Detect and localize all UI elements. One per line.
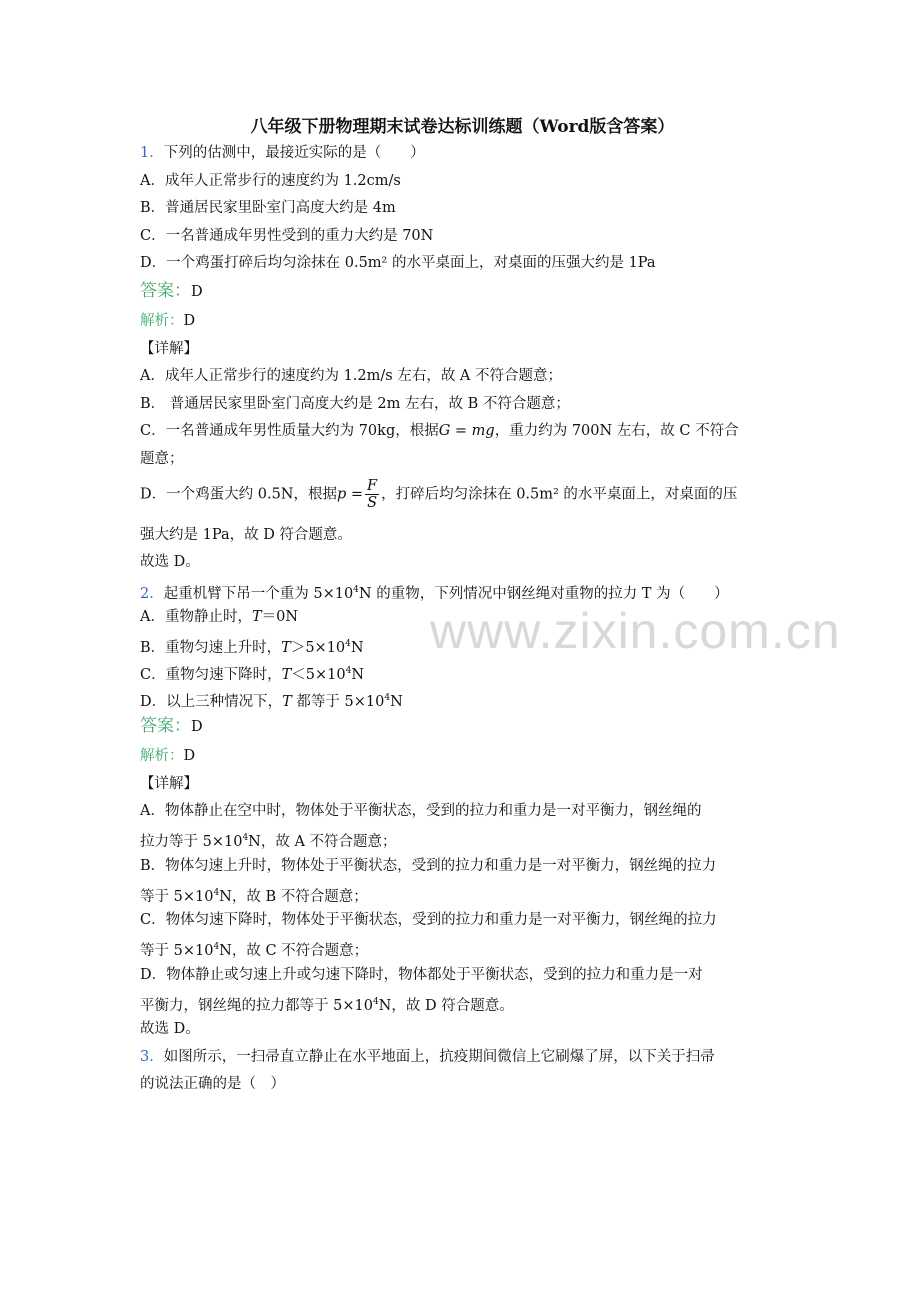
question-1-detail-c-line2: 题意； [140,451,184,467]
page-title: 八年级下册物理期末试卷达标训练题（Word版含答案） [250,117,675,137]
question-1-option-c: C．一名普通成年男性受到的重力大约是 70N [140,228,434,244]
question-number: 2． [140,586,164,602]
question-1-detail-d-line2: 强大约是 1Pa，故 D 符合题意。 [140,527,352,543]
question-2-detail-c-line1: C．物体匀速下降时，物体处于平衡状态，受到的拉力和重力是一对平衡力，钢丝绳的拉力 [140,912,717,928]
question-2-conclusion: 故选 D。 [140,1021,200,1037]
question-2-option-c: C．重物匀速下降时，$T<5\times 10^4N$ [140,666,365,683]
answer-label: 答案： [140,281,191,301]
question-2-option-b: B．重物匀速上升时，$T>5\times 10^4N$ [140,639,364,656]
question-1-option-d: D．一个鸡蛋打碎后均匀涂抹在 0.5m² 的水平桌面上，对桌面的压强大约是 1Pa [140,255,656,271]
question-1-option-b: B．普通居民家里卧室门高度大约是 4m [140,200,396,216]
question-number: 1． [140,145,164,161]
question-2-detail-c-line2: 等于 $5\times 10^4N$，故 C 不符合题意； [140,942,369,959]
answer-label: 答案： [140,716,191,736]
question-2-detail-a-line2: 拉力等于 $5\times 10^4N$，故 A 不符合题意； [140,833,397,850]
question-2-detail-b-line1: B．物体匀速上升时，物体处于平衡状态，受到的拉力和重力是一对平衡力，钢丝绳的拉力 [140,858,717,874]
question-2-detail-a-line1: A．物体静止在空中时，物体处于平衡状态，受到的拉力和重力是一对平衡力，钢丝绳的 [140,803,702,819]
watermark: www.zixin.com.cn [430,603,841,659]
question-1-answer: 答案：D [140,281,203,301]
question-2-detail-label: 【详解】 [140,776,198,792]
question-1-detail-label: 【详解】 [140,341,198,357]
question-1-detail-d-line1: D．一个鸡蛋大约 0.5N，根据p = $\frac{F}{S}$ ，打碎后均匀涂抹在 0.5m² 的水平桌面上，对桌面的压 [140,478,738,511]
question-1-detail-c-line1: C．一名普通成年男性质量大约为 70kg，根据G = mg，重力约为 700N 左右，故 C 不符合 [140,423,739,439]
formula-p: p = [336,486,364,503]
question-1-stem: 1．下列的估测中，最接近实际的是（ ） [140,145,425,161]
question-1-conclusion: 故选 D。 [140,554,200,570]
question-2-stem: 2．起重机臂下吊一个重为 $5\times 10^4N$ 的重物，下列情况中钢丝绳对重物的拉力 T 为（ ） [140,585,729,602]
question-2-option-d: D．以上三种情况下，T 都等于 $5\times 10^4N$ [140,693,403,710]
question-2-analysis: 解析：D [140,748,196,764]
question-number: 3． [140,1049,164,1065]
question-1-option-a: A．成年人正常步行的速度约为 1.2cm/s [140,173,401,189]
analysis-label: 解析： [140,313,184,329]
question-1-analysis: 解析：D [140,313,196,329]
analysis-label: 解析： [140,748,184,764]
formula-g-mg: G = mg [438,423,495,439]
question-1-detail-b: B． 普通居民家里卧室门高度大约是 2m 左右，故 B 不符合题意； [140,396,570,412]
question-1-detail-a: A．成年人正常步行的速度约为 1.2m/s 左右，故 A 不符合题意； [140,368,563,384]
question-2-detail-d-line2: 平衡力，钢丝绳的拉力都等于 $5\times 10^4N$，故 D 符合题意。 [140,997,514,1014]
question-2-detail-b-line2: 等于 $5\times 10^4N$，故 B 不符合题意； [140,888,368,905]
fraction-f-over-s: $\frac{F}{S}$ [367,478,378,511]
question-2-answer: 答案：D [140,716,203,736]
question-2-detail-d-line1: D．物体静止或匀速上升或匀速下降时，物体都处于平衡状态，受到的拉力和重力是一对 [140,967,703,983]
question-2-option-a: A．重物静止时，T＝0N [140,609,299,625]
question-3-stem-line1: 3．如图所示，一扫帚直立静止在水平地面上，抗疫期间微信上它刷爆了屏，以下关于扫帚 [140,1049,715,1065]
question-3-stem-line2: 的说法正确的是（ ） [140,1076,285,1092]
